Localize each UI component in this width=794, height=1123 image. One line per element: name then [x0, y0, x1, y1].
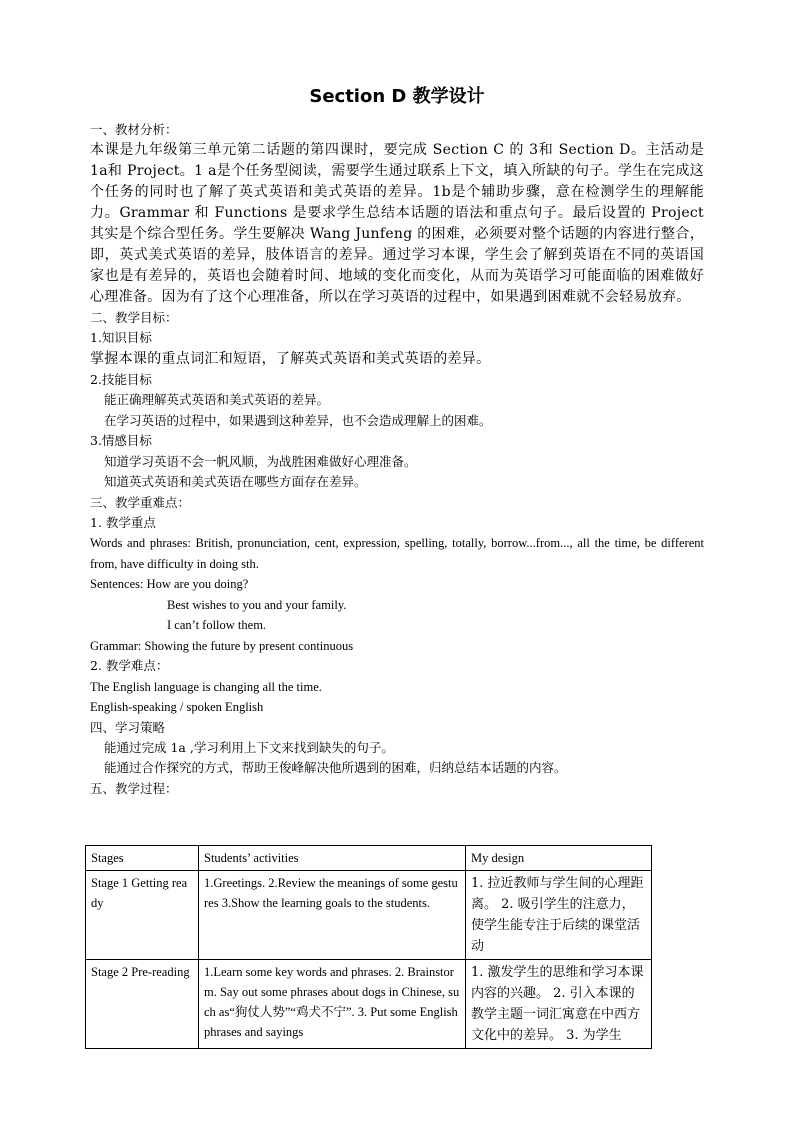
key-points-label: 1. 教学重点	[90, 514, 156, 530]
goal-2-label: 2.技能目标	[90, 371, 152, 387]
teaching-process-table	[85, 845, 652, 1049]
sentence-item: Best wishes to you and your family.	[167, 597, 347, 612]
section-4-heading: 四、学习策略	[90, 719, 166, 735]
design-cell: 1. 拉近教师与学生间的心理距离。 2. 吸引学生的注意力，使学生能专注于后续的课堂活动	[466, 871, 652, 960]
goal-3-item: 知道学习英语不会一帆风顺，为战胜困难做好心理准备。	[104, 453, 417, 469]
goal-1-label: 1.知识目标	[90, 330, 152, 345]
goal-1-text: 掌握本课的重点词汇和短语，了解英式英语和美式英语的差异。	[90, 350, 491, 367]
sentences-label: Sentences: How are you doing?	[90, 577, 249, 591]
goal-3-label: 3.情感目标	[90, 433, 152, 448]
table-header-row	[86, 846, 652, 871]
goal-2-item: 在学习英语的过程中，如果遇到这种差异，也不会造成理解上的困难。	[104, 412, 492, 428]
activities-cell	[199, 960, 466, 1049]
difficult-point-item: English-speaking / spoken English	[90, 700, 264, 714]
goal-3-item: 知道英式英语和美式英语在哪些方面存在差异。	[104, 474, 367, 489]
strategy-item: 能通过合作探究的方式，帮助王俊峰解决他所遇到的困难，归纳总结本话题的内容。	[104, 760, 567, 775]
goal-2-item: 能正确理解英式英语和美式英语的差异。	[104, 392, 330, 407]
section-3-heading: 三、教学重难点：	[90, 494, 191, 510]
design-cell	[466, 960, 652, 1049]
table-header-cell: Students’ activities	[199, 846, 466, 871]
table-header-cell: My design	[466, 846, 652, 871]
table-row	[86, 960, 652, 1049]
activities-cell: 1.Greetings. 2.Review the meanings of some gestures 3.Show the learning goals to the students.	[199, 871, 466, 960]
grammar-point: Grammar: Showing the future by present continuous	[90, 638, 354, 653]
difficult-points-label: 2. 教学难点：	[90, 658, 169, 673]
difficult-point-item: The English language is changing all the time.	[90, 679, 322, 694]
section-1-heading: 一、教材分析：	[90, 122, 178, 137]
design-text: 1. 激发学生的思维和学习本课内容的兴趣。 2. 引入本课的教学主题一词汇寓意在中西方文化中的差异。 3. 为学生	[471, 965, 644, 1043]
table-header-cell: Stages	[86, 846, 199, 871]
section-5-heading: 五、教学过程：	[90, 780, 178, 796]
stage-cell: Stage 1 Getting ready	[86, 871, 199, 960]
stage-cell: Stage 2 Pre-reading	[86, 960, 199, 1049]
strategy-item: 能通过完成 1a ,学习利用上下文来找到缺失的句子。	[104, 739, 394, 755]
table-row	[86, 871, 652, 960]
document-title: Section D 教学设计	[309, 86, 485, 107]
section-1-body: 本课是九年级第三单元第二话题的第四课时，要完成 Section C 的 3和 Section D。主活动是 1a和 Project。1 a是个任务型阅读，需要学生通过联系上下文，填入所缺的句子。学生在完成这个任务的同时也了解了英式英语和美式英语的差异。1b是个辅助步骤，意在检测学生的理解能力。Grammar 和 Functions 是要求学生总结本话题的语法和重点句子。最后设置的 Project 其实是个综合型任务。学生要解决 Wang Junfeng 的困难，必须要对整个话题的内容进行整合，即，英式美式英语的差异，肢体语言的差异。通过学习本课，学生会了解到英语在不同的英语国家也是有差异的，英语也会随着时间、地域的变化而变化，从而为英语学习可能面临的困难做好心理准备。因为有了这个心理准备，所以在学习英语的过程中，如果遇到困难就不会轻易放弃。	[90, 142, 704, 305]
sentence-item: I can’t follow them.	[167, 618, 267, 632]
key-words-phrases: Words and phrases: British, pronunciation, cent, expression, spelling, totally, borrow...from..., all the time, be different from, have difficulty in doing sth.	[90, 536, 704, 571]
activities-text: 1.Learn some key words and phrases. 2. Brainstorm. Say out some phrases about dogs in Chinese, such as“狗仗人势”“鸡犬不宁”. 3. Put some English phrases and sayings	[204, 965, 460, 1039]
document-body	[90, 120, 704, 799]
section-2-heading: 二、教学目标：	[90, 310, 178, 325]
